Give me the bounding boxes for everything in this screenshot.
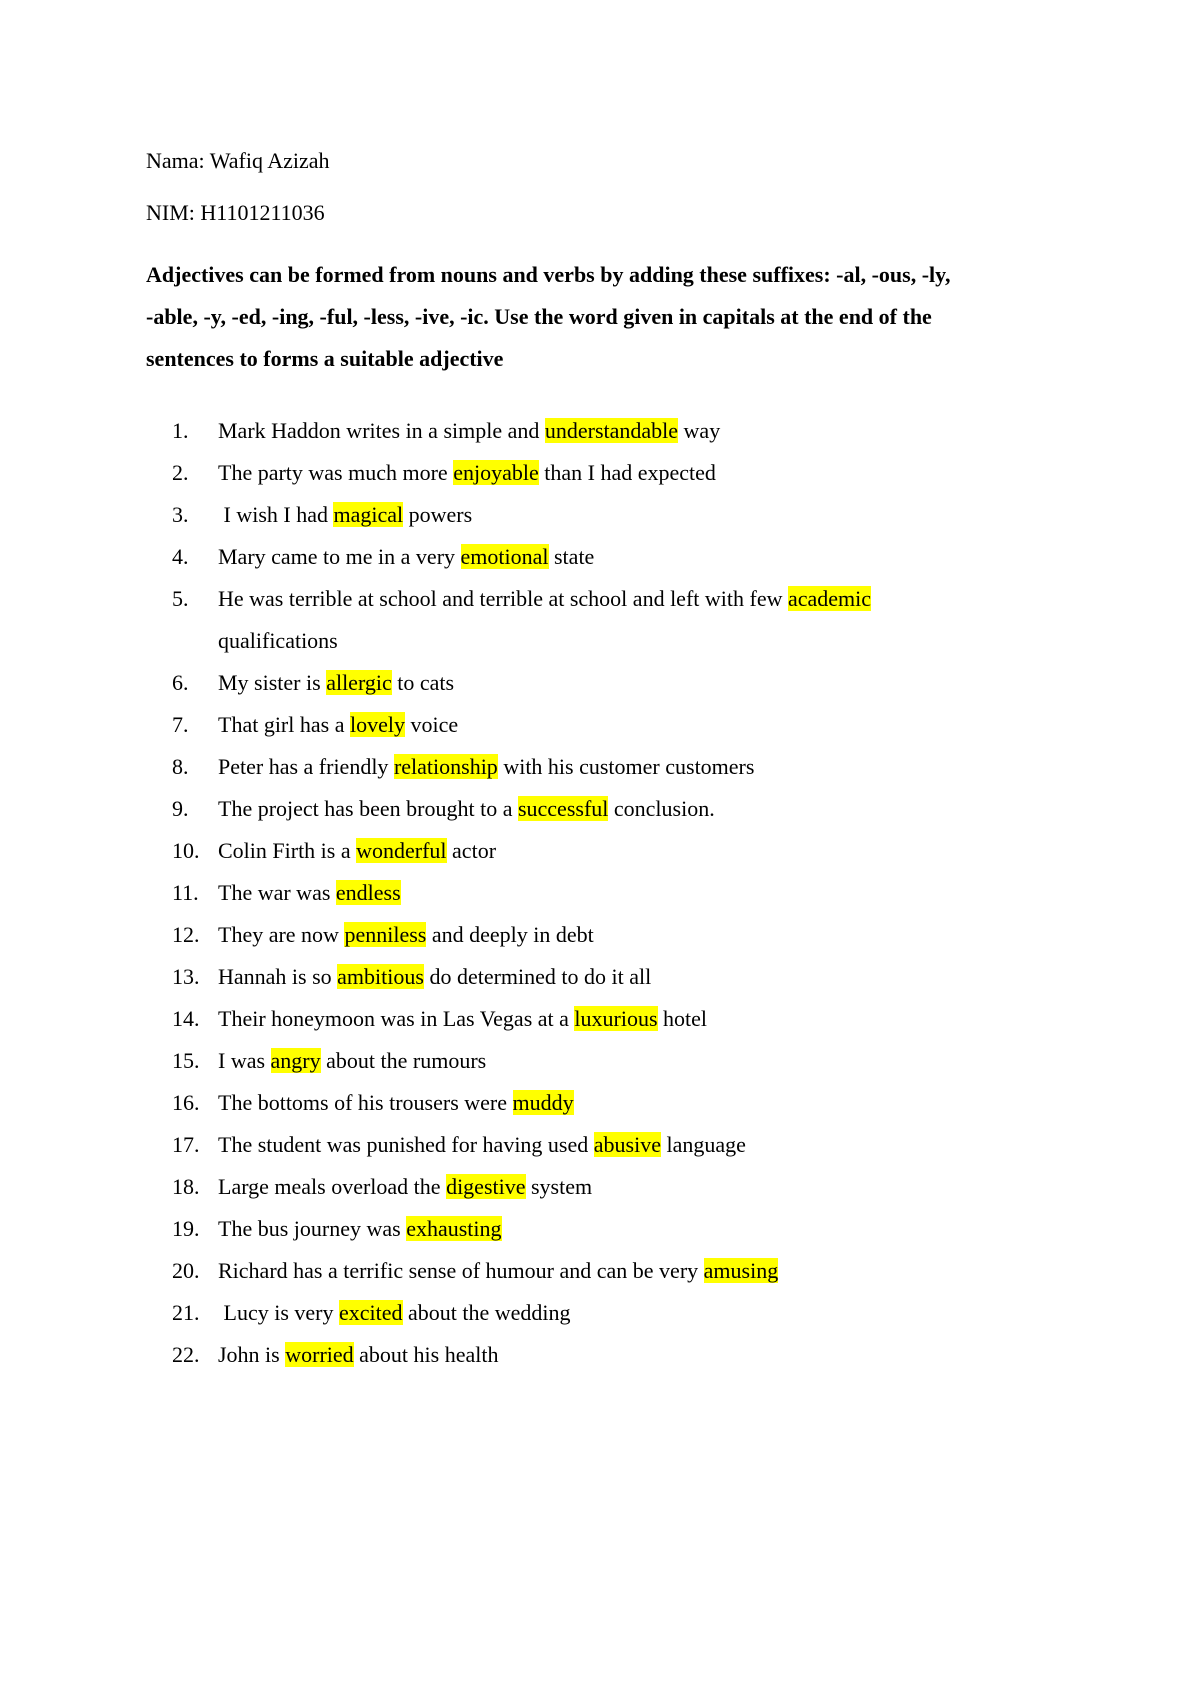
- item-sentence: [218, 452, 716, 494]
- list-item: [0, 1292, 1200, 1334]
- list-item: [0, 1166, 1200, 1208]
- highlighted-answer: wonderful: [356, 838, 447, 863]
- student-nim: NIM: H1101211036: [146, 200, 325, 225]
- item-number: 21.: [172, 1300, 200, 1325]
- list-item: [0, 578, 1200, 662]
- highlighted-answer: penniless: [344, 922, 427, 947]
- item-sentence: [218, 872, 401, 914]
- sentence-before: The bottoms of his trousers were: [218, 1090, 513, 1115]
- sentence-before: The project has been brought to a: [218, 796, 518, 821]
- item-number: 19.: [172, 1216, 200, 1241]
- instructions-line-1: Adjectives can be formed from nouns and verbs by adding these suffixes: -al, -ous, -ly,: [146, 262, 951, 287]
- sentence-before: That girl has a: [218, 712, 350, 737]
- item-number: 6.: [172, 670, 189, 695]
- sentence-after: than I had expected: [538, 460, 716, 485]
- sentence-before: Richard has a terrific sense of humour and can be very: [218, 1258, 704, 1283]
- sentence-after: hotel: [657, 1006, 708, 1031]
- item-sentence: [218, 1292, 571, 1334]
- item-sentence: [218, 914, 594, 956]
- sentence-before: Mark Haddon writes in a simple and: [218, 418, 545, 443]
- item-number: 10.: [172, 838, 200, 863]
- sentence-after: conclusion.: [608, 796, 715, 821]
- item-sentence: [218, 662, 454, 704]
- item-sentence: [218, 536, 594, 578]
- sentence-before: The student was punished for having used: [218, 1132, 594, 1157]
- item-number: 16.: [172, 1090, 200, 1115]
- sentence-before: I wish I had: [218, 502, 334, 527]
- item-number: 9.: [172, 796, 189, 821]
- item-number: 13.: [172, 964, 200, 989]
- sentence-before: The party was much more: [218, 460, 454, 485]
- highlighted-answer: allergic: [326, 670, 392, 695]
- item-number: 1.: [172, 418, 189, 443]
- sentence-before: My sister is: [218, 670, 327, 695]
- item-number: 15.: [172, 1048, 200, 1073]
- list-item: [0, 746, 1200, 788]
- list-item: [0, 494, 1200, 536]
- item-sentence: [218, 788, 715, 830]
- highlighted-answer: angry: [270, 1048, 321, 1073]
- highlighted-answer: exhausting: [406, 1216, 502, 1241]
- item-number: 12.: [172, 922, 200, 947]
- item-number: 11.: [172, 880, 199, 905]
- item-number: 5.: [172, 586, 189, 611]
- sentence-after: system: [525, 1174, 593, 1199]
- item-sentence: [218, 956, 651, 998]
- highlighted-answer: digestive: [446, 1174, 526, 1199]
- item-number: 3.: [172, 502, 189, 527]
- item-sentence: [218, 1040, 486, 1082]
- sentence-after: about his health: [353, 1342, 499, 1367]
- sentence-after: to cats: [391, 670, 455, 695]
- highlighted-answer: ambitious: [337, 964, 424, 989]
- sentence-before: Mary came to me in a very: [218, 544, 461, 569]
- list-item: [0, 998, 1200, 1040]
- item-sentence: [218, 1082, 574, 1124]
- list-item: [0, 1334, 1200, 1376]
- sentence-before: He was terrible at school and terrible at school and left with few: [218, 586, 788, 611]
- highlighted-answer: muddy: [512, 1090, 574, 1115]
- sentence-after: powers: [403, 502, 473, 527]
- sentence-after: with his customer customers: [497, 754, 755, 779]
- item-sentence: [218, 1250, 778, 1292]
- highlighted-answer: magical: [333, 502, 404, 527]
- item-number: 7.: [172, 712, 189, 737]
- item-sentence: [218, 998, 707, 1040]
- item-number: 18.: [172, 1174, 200, 1199]
- sentence-after: actor: [446, 838, 497, 863]
- highlighted-answer: worried: [285, 1342, 354, 1367]
- item-number: 17.: [172, 1132, 200, 1157]
- item-sentence: [218, 704, 458, 746]
- highlighted-answer: successful: [517, 796, 609, 821]
- sentence-after: about the wedding: [402, 1300, 571, 1325]
- item-number: 2.: [172, 460, 189, 485]
- list-item: [0, 872, 1200, 914]
- highlighted-answer: enjoyable: [453, 460, 539, 485]
- item-sentence: [218, 494, 472, 536]
- list-item: [0, 914, 1200, 956]
- highlighted-answer: abusive: [593, 1132, 661, 1157]
- sentence-before: Colin Firth is a: [218, 838, 357, 863]
- sentence-before: The bus journey was: [218, 1216, 407, 1241]
- highlighted-answer: amusing: [703, 1258, 779, 1283]
- instructions: [146, 254, 1046, 380]
- item-number: 22.: [172, 1342, 200, 1367]
- list-item: [0, 1208, 1200, 1250]
- sentence-before: John is: [218, 1342, 286, 1367]
- sentence-after: and deeply in debt: [426, 922, 594, 947]
- sentence-continuation: qualifications: [218, 628, 338, 653]
- item-sentence: [218, 1124, 746, 1166]
- item-sentence: [218, 830, 496, 872]
- item-sentence: [218, 1334, 498, 1376]
- list-item: [0, 1082, 1200, 1124]
- list-item: [0, 956, 1200, 998]
- sentence-after: way: [678, 418, 721, 443]
- item-sentence: [218, 1166, 592, 1208]
- item-sentence: [218, 1208, 502, 1250]
- sentence-before: I was: [218, 1048, 271, 1073]
- sentence-after: do determined to do it all: [423, 964, 652, 989]
- item-sentence: [218, 578, 871, 620]
- item-number: 14.: [172, 1006, 200, 1031]
- sentence-before: The war was: [218, 880, 336, 905]
- sentence-before: Hannah is so: [218, 964, 338, 989]
- answer-list: [0, 410, 1200, 1376]
- instructions-line-3: sentences to forms a suitable adjective: [146, 346, 504, 371]
- item-number: 8.: [172, 754, 189, 779]
- highlighted-answer: lovely: [349, 712, 405, 737]
- list-item: [0, 536, 1200, 578]
- sentence-after: voice: [404, 712, 459, 737]
- highlighted-answer: academic: [787, 586, 872, 611]
- list-item: [0, 830, 1200, 872]
- sentence-before: Large meals overload the: [218, 1174, 447, 1199]
- item-sentence: [218, 410, 720, 452]
- list-item: [0, 1040, 1200, 1082]
- list-item: [0, 788, 1200, 830]
- highlighted-answer: luxurious: [574, 1006, 658, 1031]
- sentence-after: state: [548, 544, 595, 569]
- list-item: [0, 1124, 1200, 1166]
- student-name: Nama: Wafiq Azizah: [146, 148, 330, 173]
- sentence-before: Peter has a friendly: [218, 754, 394, 779]
- highlighted-answer: endless: [335, 880, 401, 905]
- highlighted-answer: understandable: [544, 418, 679, 443]
- sentence-before: Lucy is very: [218, 1300, 339, 1325]
- list-item: [0, 410, 1200, 452]
- sentence-before: They are now: [218, 922, 345, 947]
- sentence-after: about the rumours: [320, 1048, 487, 1073]
- highlighted-answer: emotional: [460, 544, 549, 569]
- item-sentence: [218, 746, 754, 788]
- list-item: [0, 1250, 1200, 1292]
- highlighted-answer: relationship: [393, 754, 498, 779]
- sentence-after: language: [660, 1132, 746, 1157]
- item-number: 20.: [172, 1258, 200, 1283]
- list-item: [0, 452, 1200, 494]
- list-item: [0, 704, 1200, 746]
- highlighted-answer: excited: [338, 1300, 403, 1325]
- instructions-line-2: -able, -y, -ed, -ing, -ful, -less, -ive, -ic. Use the word given in capitals at the end of the: [146, 304, 932, 329]
- item-number: 4.: [172, 544, 189, 569]
- sentence-before: Their honeymoon was in Las Vegas at a: [218, 1006, 575, 1031]
- list-item: [0, 662, 1200, 704]
